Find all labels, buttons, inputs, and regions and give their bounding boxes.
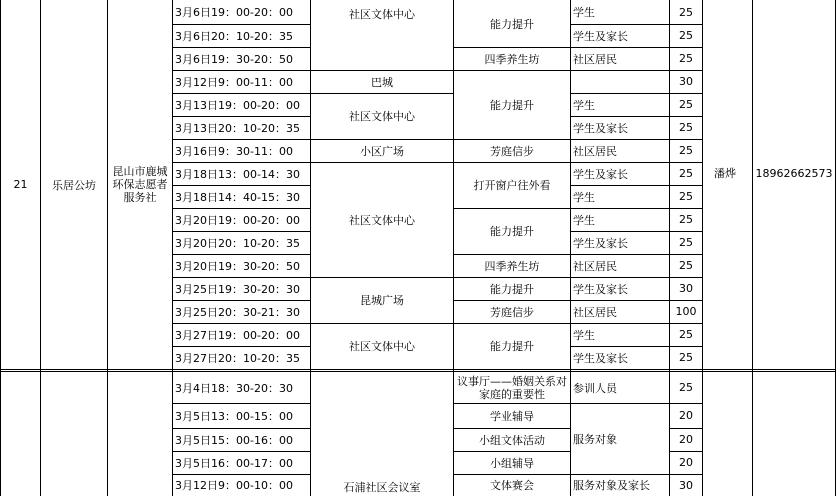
activity-cell: 能力提升: [490, 98, 534, 112]
audience-cell: 社区居民: [573, 305, 617, 319]
activity-cell: 打开窗户往外看: [473, 179, 551, 192]
audience-cell: 服务对象: [573, 432, 617, 446]
audience-cell: 学生及家长: [573, 121, 628, 135]
count-cell: 30: [679, 75, 693, 88]
contact-phone: 18962662573: [755, 166, 833, 180]
location-cell: 石浦社区会议室: [343, 481, 421, 494]
audience-cell: 社区居民: [573, 259, 617, 273]
grid-line: [107, 0, 108, 496]
activity-cell: 能力提升: [490, 225, 534, 238]
activity-cell: 文体赛会: [490, 479, 534, 492]
grid-line: [702, 0, 703, 496]
activity-cell: 能力提升: [490, 17, 534, 31]
location-cell: 社区文体中心: [349, 8, 415, 21]
location-cell: 小区广场: [360, 144, 404, 158]
time-cell: 3月4日18：30-20：30: [175, 381, 293, 395]
count-cell: 25: [679, 213, 693, 226]
count-cell: 25: [679, 144, 693, 157]
count-cell: 25: [679, 236, 693, 249]
count-cell: 25: [679, 121, 693, 134]
audience-cell: 参训人员: [573, 381, 617, 395]
time-cell: 3月5日16：00-17：00: [175, 456, 293, 470]
count-cell: 25: [679, 5, 693, 19]
location-cell: 昆城广场: [360, 294, 404, 307]
count-cell: 30: [679, 282, 693, 295]
time-cell: 3月6日20：10-20：35: [175, 29, 293, 43]
count-cell: 100: [675, 305, 697, 318]
time-cell: 3月20日19：30-20：50: [175, 259, 300, 273]
seq-number: 21: [13, 178, 28, 191]
time-cell: 3月6日19：30-20：50: [175, 52, 293, 66]
audience-cell: 学生及家长: [573, 351, 628, 365]
time-cell: 3月16日9：30-11：00: [175, 144, 293, 158]
time-cell: 3月5日13：00-15：00: [175, 409, 293, 423]
time-cell: 3月20日19：00-20：00: [175, 213, 300, 227]
count-cell: 25: [679, 98, 693, 111]
time-cell: 3月6日19：00-20：00: [175, 6, 293, 19]
count-cell: 25: [679, 259, 693, 272]
count-cell: 25: [679, 328, 693, 341]
organization-name: 昆山市鹿城环保志愿者服务社: [112, 165, 168, 204]
time-cell: 3月20日20：10-20：35: [175, 236, 300, 250]
time-cell: 3月27日20：10-20：35: [175, 351, 300, 365]
activity-cell: 学业辅导: [490, 409, 534, 423]
count-cell: 25: [679, 29, 693, 42]
time-cell: 3月12日9：00-11：00: [175, 75, 293, 89]
audience-cell: 学生及家长: [573, 282, 628, 296]
count-cell: 20: [679, 456, 693, 469]
activity-cell: 能力提升: [490, 340, 534, 353]
audience-cell: 学生: [573, 98, 595, 112]
activity-cell: 议事厅——婚姻关系对家庭的重要性: [457, 374, 567, 401]
audience-cell: 学生及家长: [573, 29, 628, 43]
count-cell: 25: [679, 167, 693, 180]
audience-cell: 服务对象及家长: [573, 479, 650, 492]
time-cell: 3月27日19：00-20：00: [175, 328, 300, 342]
count-cell: 25: [679, 190, 693, 203]
audience-cell: 学生: [573, 6, 595, 19]
activity-cell: 小组文体活动: [479, 433, 545, 447]
time-cell: 3月13日19：00-20：00: [175, 98, 300, 112]
time-cell: 3月18日13：00-14：30: [175, 167, 300, 181]
time-cell: 3月13日20：10-20：35: [175, 121, 300, 135]
activity-cell: 能力提升: [490, 282, 534, 296]
time-cell: 3月25日19：30-20：30: [175, 282, 300, 296]
time-cell: 3月25日20：30-21：30: [175, 305, 300, 319]
location-cell: 社区文体中心: [349, 110, 415, 123]
activity-cell: 四季养生坊: [484, 259, 540, 273]
location-cell: 社区文体中心: [349, 213, 415, 227]
audience-cell: 学生: [573, 190, 595, 204]
audience-cell: 学生: [573, 213, 595, 227]
activity-cell: 小组辅导: [490, 456, 534, 470]
audience-cell: 社区居民: [573, 144, 617, 158]
count-cell: 20: [679, 433, 693, 446]
activity-cell: 芳庭信步: [490, 305, 534, 319]
audience-cell: 学生及家长: [573, 167, 628, 181]
audience-cell: 学生及家长: [573, 236, 628, 250]
time-cell: 3月5日15：00-16：00: [175, 433, 293, 447]
activity-cell: 芳庭信步: [490, 144, 534, 158]
audience-cell: 社区居民: [573, 52, 617, 66]
count-cell: 30: [679, 478, 693, 492]
time-cell: 3月12日9：00-10：00: [175, 479, 293, 492]
time-cell: 3月18日14：40-15：30: [175, 190, 300, 204]
community-name: 乐居公坊: [52, 178, 96, 192]
count-cell: 25: [679, 52, 693, 65]
audience-cell: 学生: [573, 328, 595, 342]
count-cell: 25: [679, 381, 693, 394]
count-cell: 20: [679, 409, 693, 422]
activity-cell: 四季养生坊: [484, 52, 540, 66]
location-cell: 巴城: [371, 75, 393, 89]
location-cell: 社区文体中心: [349, 340, 415, 353]
count-cell: 25: [679, 351, 693, 364]
contact-person: 潘烨: [714, 167, 736, 180]
